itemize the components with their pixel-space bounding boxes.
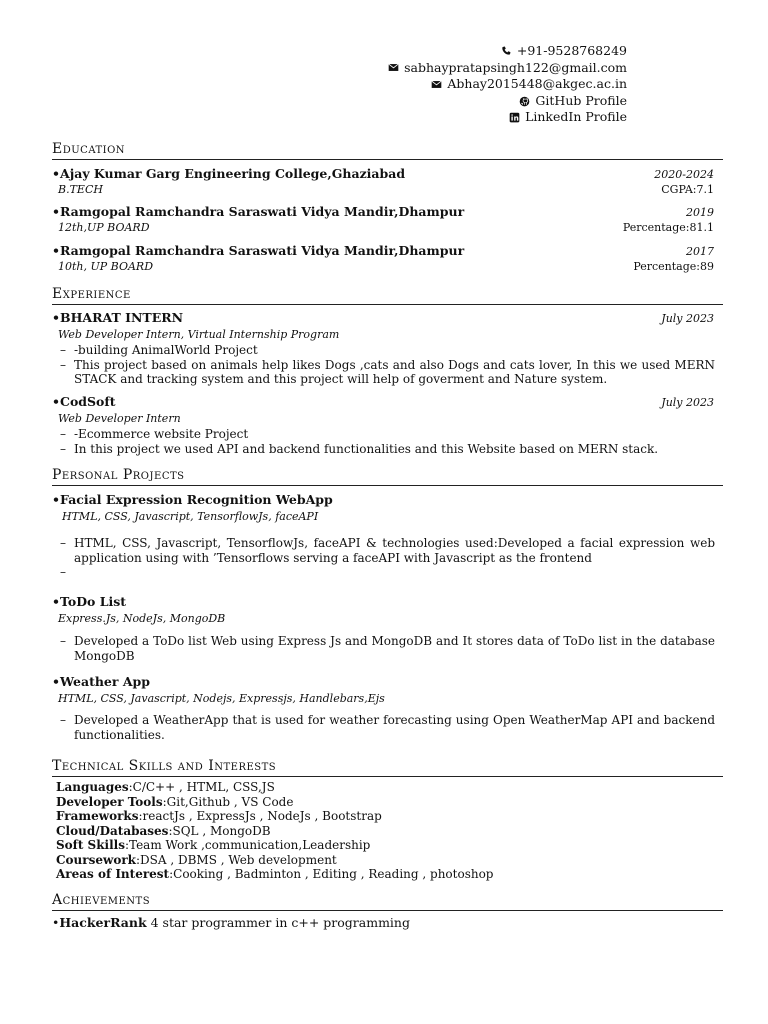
education-score: CGPA:7.1 — [661, 183, 714, 196]
institution-name: Ramgopal Ramchandra Saraswati Vidya Mandir,Dhampur — [60, 204, 465, 219]
dash: – — [60, 441, 66, 456]
contact-block — [388, 43, 627, 126]
project-tech: HTML, CSS, Javascript, Nodejs, Expressjs, Handlebars,Ejs — [58, 692, 385, 705]
skill-value: :SQL , MongoDB — [168, 823, 271, 838]
experience-items — [60, 427, 715, 456]
education-degree: 12th,UP BOARD — [58, 221, 150, 234]
experience-items — [60, 343, 715, 387]
education-degree: B.TECH — [58, 183, 103, 196]
list-item: – HTML, CSS, Javascript, TensorflowJs, faceAPI & technologies used:Developed a facial expression web application using with ’Tensorflows serving a faceAPI with Javascript as the frontend — [60, 536, 715, 565]
education-date: 2019 — [686, 206, 714, 219]
bullet: • — [52, 243, 60, 258]
dash: – — [60, 713, 66, 727]
institution-name: Ajay Kumar Garg Engineering College,Ghaziabad — [60, 166, 406, 181]
skill-value: :Team Work ,communication,Leadership — [124, 838, 371, 852]
skill-key: Soft Skills — [56, 838, 125, 852]
achievement-item — [52, 915, 410, 930]
contact-phone[interactable] — [388, 43, 627, 60]
skill-row — [56, 824, 493, 839]
section-projects-heading: Personal Projects — [52, 467, 723, 486]
company-name: CodSoft — [60, 394, 116, 409]
experience-date: July 2023 — [661, 312, 714, 325]
education-date: 2020-2024 — [654, 168, 714, 181]
company-name: BHARAT INTERN — [60, 310, 184, 325]
section-skills-heading: Technical Skills and Interests — [52, 758, 723, 777]
list-item: – -building AnimalWorld Project — [60, 343, 258, 357]
bullet: • — [52, 204, 60, 219]
github-link[interactable] — [388, 93, 627, 110]
skills-list — [56, 780, 493, 882]
email-secondary: Abhay2015448@akgec.ac.in — [447, 76, 627, 92]
email-primary: sabhaypratapsingh122@gmail.com — [404, 59, 627, 75]
skill-value: :Cooking , Badminton , Editing , Reading , photoshop — [169, 867, 494, 881]
dash: – — [60, 634, 66, 648]
education-score: Percentage:89 — [633, 260, 714, 273]
github-icon — [519, 96, 530, 107]
skill-row — [56, 853, 493, 868]
bullet: • — [52, 915, 60, 930]
skill-key: Areas of Interest — [56, 867, 170, 881]
bullet: • — [52, 492, 60, 507]
envelope-icon — [431, 79, 442, 90]
bullet: • — [52, 594, 60, 609]
skill-row — [56, 838, 493, 853]
bullet: • — [52, 310, 60, 325]
skill-row — [56, 867, 493, 882]
phone-number: +91-9528768249 — [516, 43, 627, 58]
list-item: – This project based on animals help likes Dogs ,cats and also Dogs and cats lover, In this we used MERN STACK and tracking system and this project will help of goverment and Nature system. — [60, 357, 715, 387]
linkedin-icon — [509, 112, 520, 123]
skill-row — [56, 780, 493, 795]
achievement-title: HackerRank — [59, 915, 147, 930]
linkedin-label: LinkedIn Profile — [525, 109, 627, 125]
envelope-icon — [388, 62, 399, 73]
project-items — [60, 634, 715, 663]
project-tech: HTML, CSS, Javascript, TensorflowJs, faceAPI — [62, 510, 319, 523]
dash: – — [60, 536, 66, 550]
bullet: • — [52, 166, 60, 181]
contact-email-primary[interactable] — [388, 60, 627, 77]
experience-role: Web Developer Intern, Virtual Internship Program — [58, 328, 340, 341]
dash: – — [60, 565, 66, 580]
dash: – — [60, 427, 66, 441]
skill-key: Coursework — [56, 852, 136, 867]
skill-key: Developer Tools — [56, 794, 163, 809]
phone-icon — [501, 46, 512, 57]
experience-date: July 2023 — [661, 396, 714, 409]
skill-value: :Git,Github , VS Code — [162, 794, 294, 809]
list-item: – -Ecommerce website Project — [60, 427, 249, 441]
list-item — [60, 565, 715, 580]
skill-row — [56, 795, 493, 810]
list-item: – In this project we used API and backend functionalities and this Website based on MERN stack. — [60, 441, 659, 456]
list-item: – Developed a WeatherApp that is used for weather forecasting using Open WeatherMap API and backend functionalities. — [60, 713, 715, 742]
linkedin-link[interactable] — [388, 109, 627, 126]
education-date: 2017 — [686, 245, 714, 258]
project-title: Facial Expression Recognition WebApp — [60, 492, 333, 507]
dash: – — [60, 357, 66, 372]
dash: – — [60, 343, 66, 357]
achievement-text: 4 star programmer in c++ programming — [146, 915, 410, 930]
skill-value: :DSA , DBMS , Web development — [135, 852, 337, 867]
skill-value: :reactJs , ExpressJs , NodeJs , Bootstrap — [138, 809, 382, 823]
section-experience-heading: Experience — [52, 286, 723, 305]
skill-value: :C/C++ , HTML, CSS,JS — [128, 780, 275, 794]
skill-row — [56, 809, 493, 824]
bullet: • — [52, 674, 60, 689]
institution-name: Ramgopal Ramchandra Saraswati Vidya Mandir,Dhampur — [60, 243, 465, 258]
section-education-heading: Education — [52, 141, 723, 160]
section-achievements-heading: Achievements — [52, 892, 723, 911]
project-tech: Express.Js, NodeJs, MongoDB — [58, 612, 226, 625]
list-item: – Developed a ToDo list Web using Express Js and MongoDB and It stores data of ToDo list in the database MongoDB — [60, 634, 715, 663]
contact-email-secondary[interactable] — [388, 76, 627, 93]
experience-role: Web Developer Intern — [58, 412, 181, 425]
project-items — [60, 713, 715, 742]
education-degree: 10th, UP BOARD — [58, 260, 154, 273]
skill-key: Languages — [56, 780, 129, 794]
skill-key: Frameworks — [56, 809, 139, 823]
project-title: ToDo List — [60, 594, 127, 609]
education-score: Percentage:81.1 — [622, 221, 714, 234]
bullet: • — [52, 394, 60, 409]
github-label: GitHub Profile — [535, 92, 627, 108]
skill-key: Cloud/Databases — [56, 823, 169, 838]
project-items — [60, 536, 715, 580]
project-title: Weather App — [60, 674, 151, 689]
